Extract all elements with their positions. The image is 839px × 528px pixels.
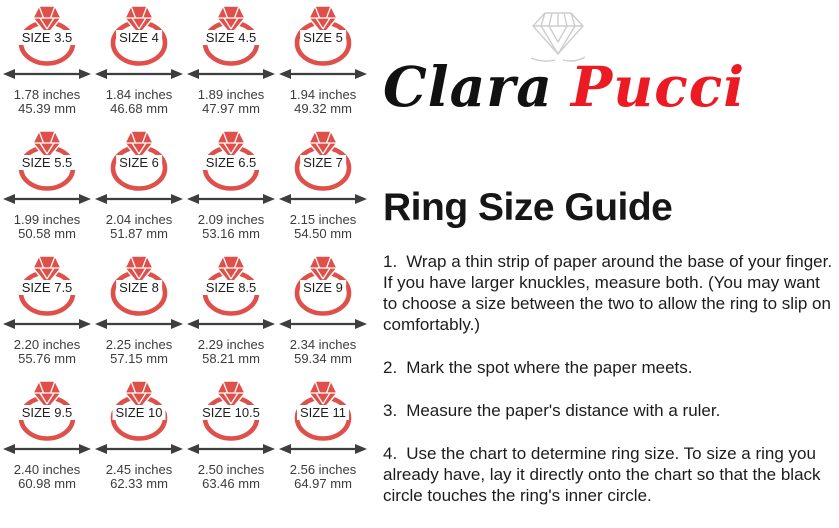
ring-diameter-mm: 60.98 mm (18, 476, 76, 491)
brand-name (383, 6, 835, 119)
ring-diameter-mm: 45.39 mm (18, 101, 76, 116)
ring-diameter-mm: 47.97 mm (202, 101, 260, 116)
ring-size-cell (93, 127, 185, 252)
ring-diameter-inches: 2.34 inches (289, 337, 357, 352)
ring-diameter-mm: 64.97 mm (294, 476, 352, 491)
ring-size-cell (185, 252, 277, 377)
ring-measurements (14, 213, 81, 241)
ring-diameter-mm: 51.87 mm (110, 226, 168, 241)
diameter-arrow-icon (2, 442, 92, 456)
ring-size-cell (93, 377, 185, 502)
ring-diameter-inches: 1.78 inches (13, 87, 81, 102)
ring-measurements (106, 463, 173, 491)
ring-diameter-mm: 54.50 mm (294, 226, 352, 241)
step-text: Measure the paper's distance with a ruler. (406, 401, 721, 420)
ring-size-label: SIZE 5 (300, 30, 346, 45)
diameter-arrow-icon (2, 67, 92, 81)
right-panel (383, 0, 835, 528)
ring-diameter-inches: 2.29 inches (197, 337, 265, 352)
ring-size-label: SIZE 5.5 (19, 155, 76, 170)
ring-diameter-inches: 2.15 inches (289, 212, 357, 227)
diameter-arrow-icon (2, 317, 92, 331)
instruction-steps (383, 251, 835, 506)
instruction-step (383, 400, 835, 421)
ring-size-label: SIZE 7 (300, 155, 346, 170)
ring-diameter-inches: 2.45 inches (105, 462, 173, 477)
ring-diameter-inches: 2.09 inches (197, 212, 265, 227)
diameter-arrow-icon (94, 67, 184, 81)
instruction-step (383, 443, 835, 506)
ring-diameter-mm: 50.58 mm (18, 226, 76, 241)
ring-size-label: SIZE 10 (113, 405, 166, 420)
ring-measurements (198, 213, 265, 241)
ring-size-label: SIZE 4 (116, 30, 162, 45)
ring-size-label: SIZE 9.5 (19, 405, 76, 420)
guide-title: Ring Size Guide (383, 186, 673, 229)
ring-size-cell (1, 2, 93, 127)
ring-size-label: SIZE 8 (116, 280, 162, 295)
step-number: 4. (383, 444, 398, 463)
ring-diameter-mm: 53.16 mm (202, 226, 260, 241)
ring-diameter-mm: 63.46 mm (202, 476, 260, 491)
ring-size-cell (185, 377, 277, 502)
step-number: 3. (383, 401, 398, 420)
ring-size-cell (277, 2, 369, 127)
step-text: Wrap a thin strip of paper around the base of your finger. If you have larger knuckles, measure both. (You may want to choose a size between the two to allow the ring to slip on comfortably.) (383, 252, 833, 334)
ring-size-chart (1, 2, 371, 502)
ring-diameter-mm: 57.15 mm (110, 351, 168, 366)
ring-diameter-inches: 1.99 inches (13, 212, 81, 227)
ring-diameter-inches: 2.25 inches (105, 337, 173, 352)
diameter-arrow-icon (94, 442, 184, 456)
ring-diameter-inches: 1.94 inches (289, 87, 357, 102)
ring-diameter-inches: 1.84 inches (105, 87, 173, 102)
diameter-arrow-icon (278, 317, 368, 331)
instruction-step (383, 251, 835, 335)
ring-diameter-mm: 62.33 mm (110, 476, 168, 491)
step-number: 1. (383, 252, 398, 271)
diameter-arrow-icon (186, 67, 276, 81)
brand-name-pucci: Pucci (570, 54, 746, 119)
diameter-arrow-icon (186, 317, 276, 331)
ring-measurements (198, 88, 265, 116)
ring-size-cell (277, 127, 369, 252)
ring-size-cell (185, 2, 277, 127)
ring-diameter-mm: 59.34 mm (294, 351, 352, 366)
ring-diameter-inches: 2.20 inches (13, 337, 81, 352)
ring-size-cell (277, 377, 369, 502)
ring-size-label: SIZE 10.5 (199, 405, 263, 420)
ring-diameter-inches: 2.56 inches (289, 462, 357, 477)
step-number: 2. (383, 358, 398, 377)
ring-measurements (198, 463, 265, 491)
ring-diameter-mm: 55.76 mm (18, 351, 76, 366)
ring-size-label: SIZE 7.5 (19, 280, 76, 295)
ring-measurements (14, 338, 81, 366)
instruction-step (383, 357, 835, 378)
diameter-arrow-icon (186, 442, 276, 456)
ring-size-cell (1, 252, 93, 377)
brand-name-clara: Clara (383, 54, 553, 119)
ring-size-label: SIZE 8.5 (203, 280, 260, 295)
ring-size-cell (93, 2, 185, 127)
ring-diameter-mm: 49.32 mm (294, 101, 352, 116)
ring-diameter-mm: 46.68 mm (110, 101, 168, 116)
diameter-arrow-icon (278, 192, 368, 206)
ring-measurements (106, 88, 173, 116)
ring-size-label: SIZE 3.5 (19, 30, 76, 45)
ring-size-cell (1, 377, 93, 502)
ring-measurements (106, 338, 173, 366)
ring-measurements (290, 338, 357, 366)
ring-size-label: SIZE 6 (116, 155, 162, 170)
brand-diamond-icon (525, 8, 591, 64)
step-text: Use the chart to determine ring size. To size a ring you already have, lay it directly onto the chart so that the black circle touches the ring's inner circle. (383, 444, 821, 505)
ring-diameter-inches: 1.89 inches (197, 87, 265, 102)
ring-diameter-mm: 58.21 mm (202, 351, 260, 366)
ring-measurements (198, 338, 265, 366)
diameter-arrow-icon (278, 442, 368, 456)
ring-size-cell (277, 252, 369, 377)
ring-size-cell (1, 127, 93, 252)
diameter-arrow-icon (2, 192, 92, 206)
brand-logo (383, 6, 835, 119)
ring-size-label: SIZE 11 (297, 405, 349, 420)
ring-measurements (290, 463, 357, 491)
diameter-arrow-icon (94, 317, 184, 331)
diameter-arrow-icon (278, 67, 368, 81)
ring-size-cell (93, 252, 185, 377)
diameter-arrow-icon (186, 192, 276, 206)
ring-measurements (290, 213, 357, 241)
ring-size-label: SIZE 6.5 (203, 155, 260, 170)
ring-measurements (290, 88, 357, 116)
step-text: Mark the spot where the paper meets. (406, 358, 693, 377)
ring-size-label: SIZE 4.5 (203, 30, 260, 45)
ring-size-cell (185, 127, 277, 252)
ring-measurements (106, 213, 173, 241)
ring-measurements (14, 463, 81, 491)
ring-diameter-inches: 2.40 inches (13, 462, 81, 477)
ring-diameter-inches: 2.04 inches (105, 212, 173, 227)
ring-size-label: SIZE 9 (300, 280, 346, 295)
diameter-arrow-icon (94, 192, 184, 206)
ring-measurements (14, 88, 81, 116)
ring-diameter-inches: 2.50 inches (197, 462, 265, 477)
